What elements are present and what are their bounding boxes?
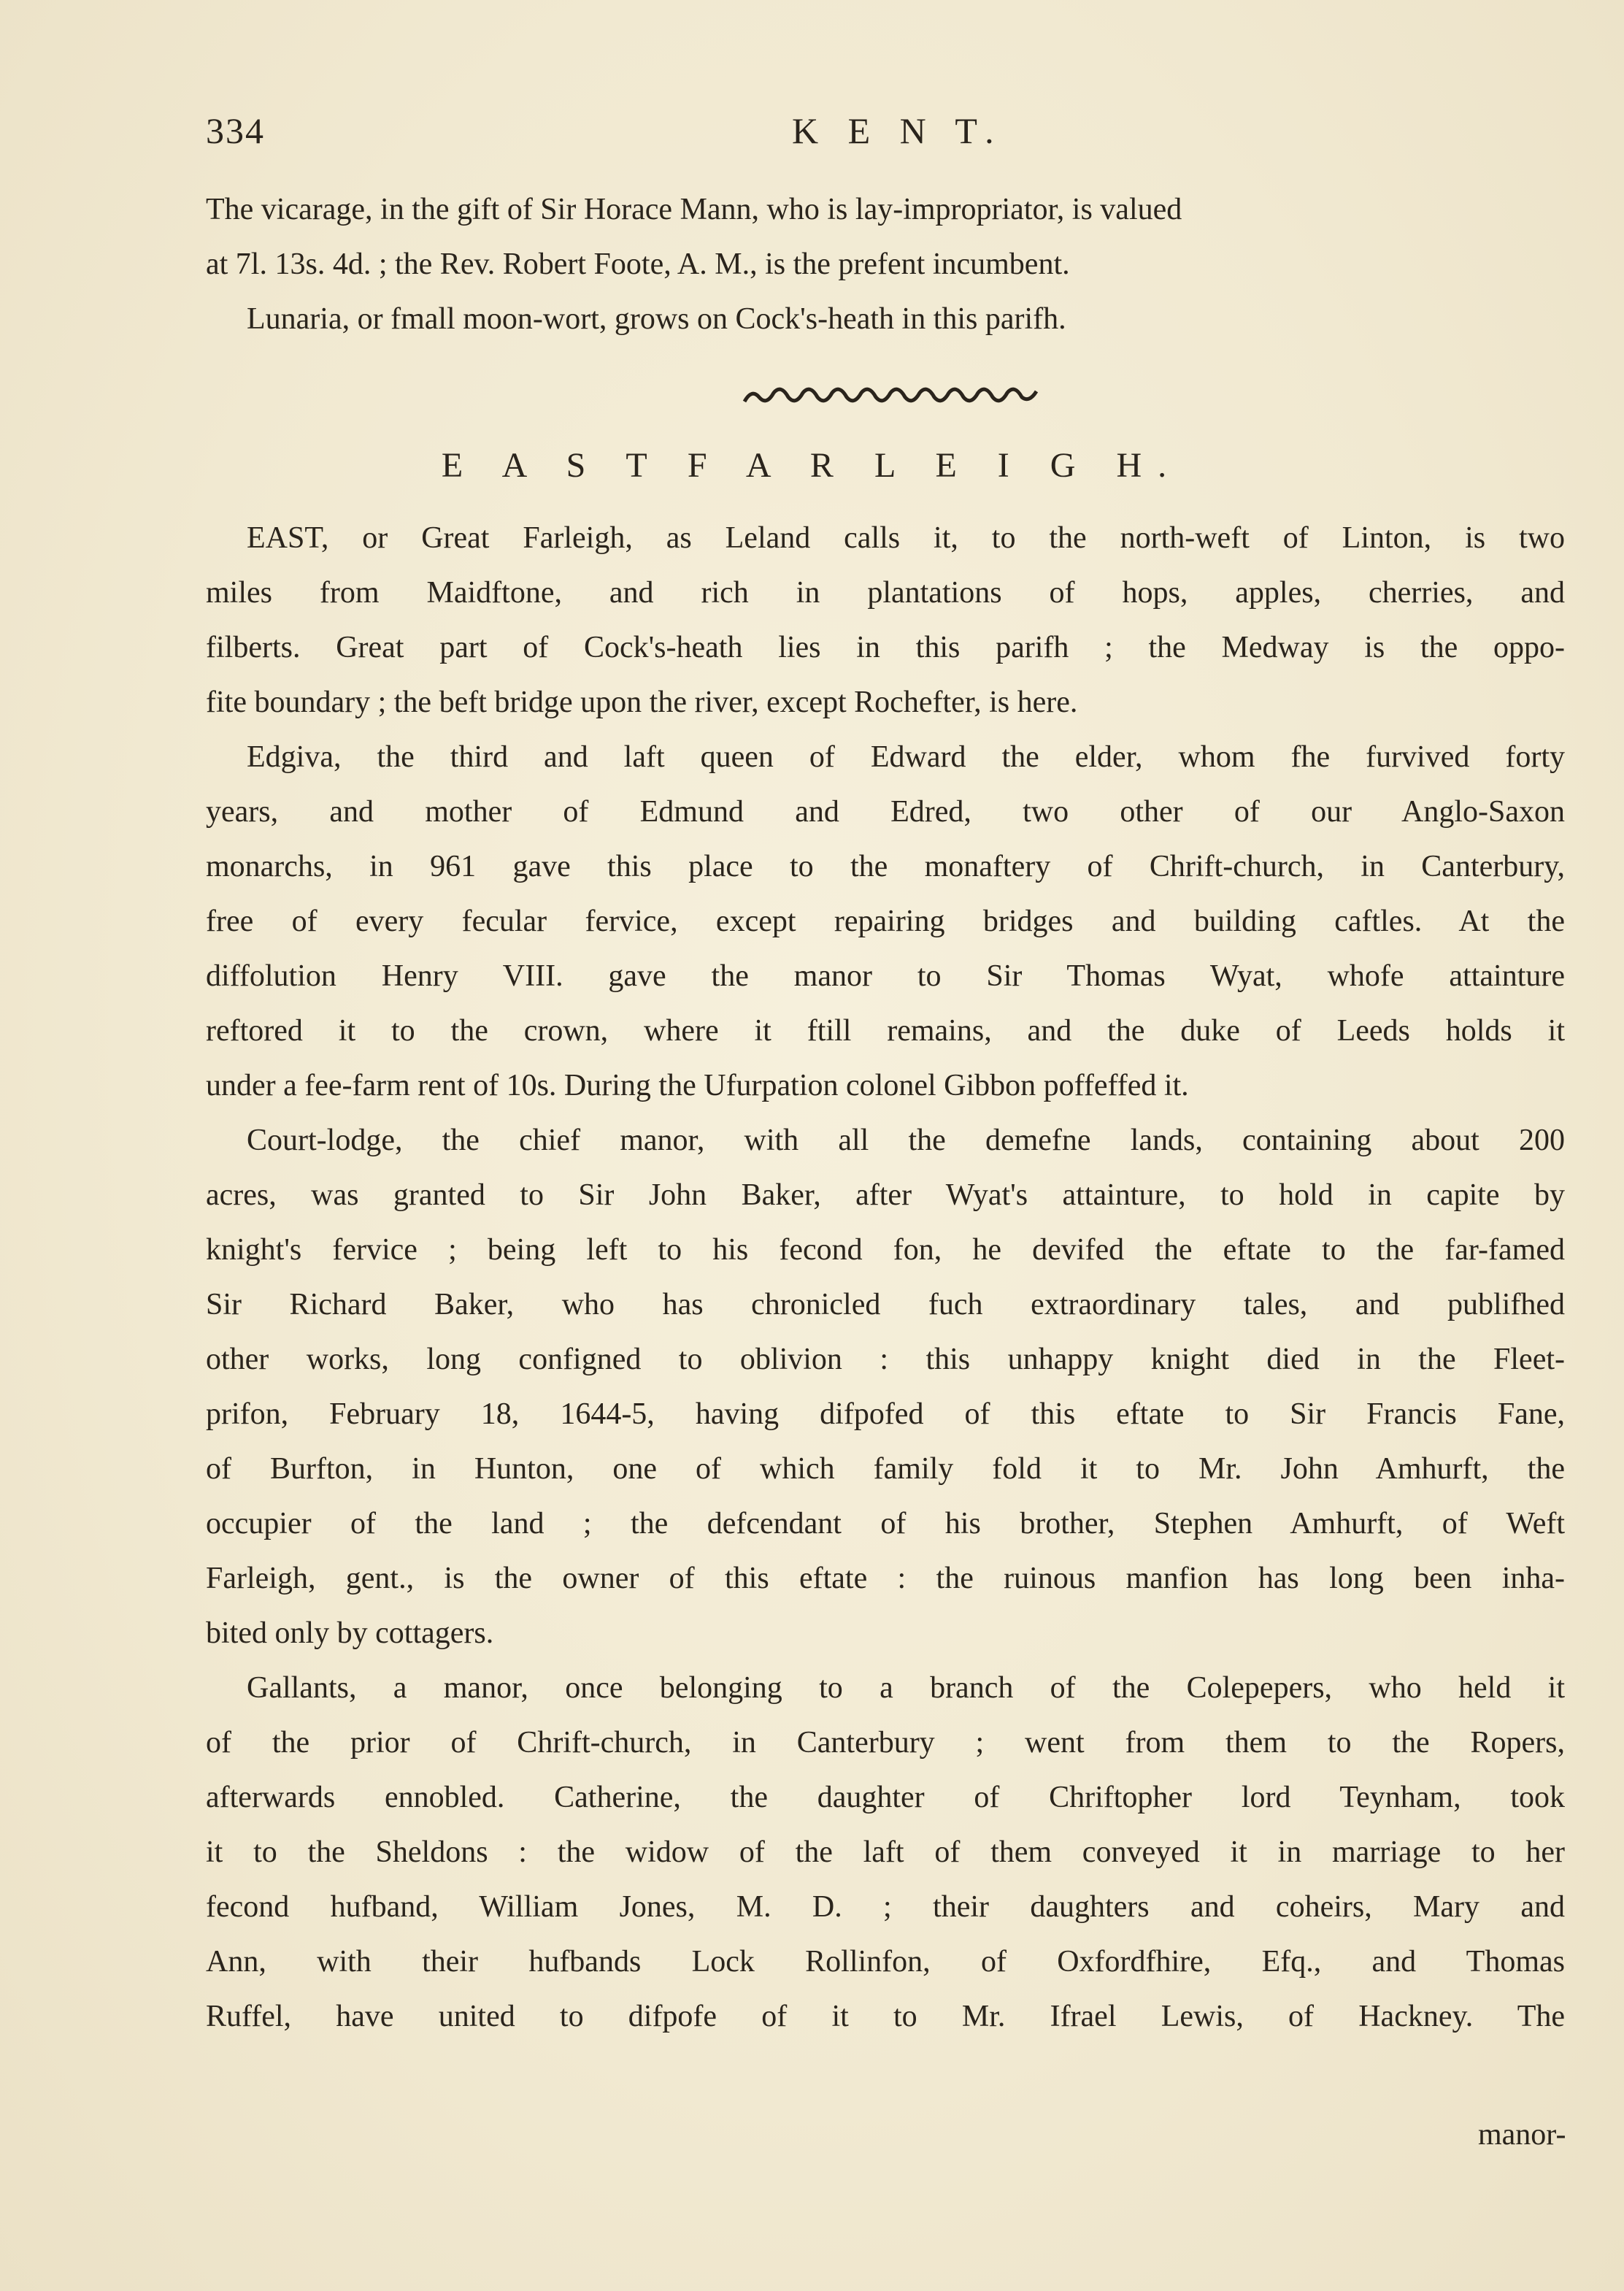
text-line: EAST, or Great Farleigh, as Leland calls it, to the north-weft of Linton, is two — [247, 521, 1565, 555]
text-line: it to the Sheldons : the widow of the laft of them conveyed it in marriage to her — [206, 1835, 1565, 1869]
text-line: fecond hufband, William Jones, M. D. ; their daughters and coheirs, Mary and — [206, 1890, 1565, 1924]
text-line: filberts. Great part of Cock's-heath lies in this parifh ; the Medway is the oppo- — [206, 631, 1565, 664]
text-line: at 7l. 13s. 4d. ; the Rev. Robert Foote, A. M., is the prefent incumbent. — [206, 247, 1070, 281]
text-line: Ann, with their hufbands Lock Rollinfon, of Oxfordfhire, Efq., and Thomas — [206, 1945, 1565, 1979]
text-line: bited only by cottagers. — [206, 1616, 494, 1650]
text-line: Lunaria, or fmall moon-wort, grows on Cock's-heath in this parifh. — [247, 302, 1066, 336]
page-header — [0, 110, 1624, 168]
text-line: of Burfton, in Hunton, one of which family fold it to Mr. John Amhurft, the — [206, 1452, 1565, 1486]
text-line: prifon, February 18, 1644-5, having difpofed of this eftate to Sir Francis Fane, — [206, 1397, 1565, 1431]
text-line: fite boundary ; the beft bridge upon the river, except Rochefter, is here. — [206, 686, 1078, 719]
text-line: miles from Maidftone, and rich in plantations of hops, apples, cherries, and — [206, 576, 1565, 610]
text-line: afterwards ennobled. Catherine, the daughter of Chriftopher lord Teynham, took — [206, 1781, 1565, 1814]
text-line: Sir Richard Baker, who has chronicled fuch extraordinary tales, and publifhed — [206, 1288, 1565, 1321]
text-line: Gallants, a manor, once belonging to a branch of the Colepepers, who held it — [247, 1671, 1565, 1705]
text-line: diffolution Henry VIII. gave the manor to Sir Thomas Wyat, whofe attainture — [206, 959, 1565, 993]
text-line: The vicarage, in the gift of Sir Horace Mann, who is lay-impropriator, is valued — [206, 193, 1182, 226]
text-line: free of every fecular fervice, except repairing bridges and building caftles. At the — [206, 905, 1565, 938]
text-line: Ruffel, have united to difpofe of it to Mr. Ifrael Lewis, of Hackney. The — [206, 2000, 1565, 2033]
text-line: monarchs, in 961 gave this place to the monaftery of Chrift-church, in Canterbury, — [206, 850, 1565, 883]
text-line: Court-lodge, the chief manor, with all the demefne lands, containing about 200 — [247, 1124, 1565, 1157]
intro-paragraphs — [206, 183, 1565, 347]
running-head: K E N T. — [792, 110, 1004, 151]
text-line: years, and mother of Edmund and Edred, two other of our Anglo-Saxon — [206, 795, 1565, 829]
decorative-rule — [741, 381, 1040, 407]
text-line: reftored it to the crown, where it ftill remains, and the duke of Leeds holds it — [206, 1014, 1565, 1048]
text-line: Edgiva, the third and laft queen of Edward the elder, whom fhe furvived forty — [247, 740, 1565, 774]
text-line: of the prior of Chrift-church, in Canterbury ; went from them to the Ropers, — [206, 1726, 1565, 1759]
text-line: acres, was granted to Sir John Baker, after Wyat's attainture, to hold in capite by — [206, 1178, 1565, 1212]
page-number: 334 — [206, 110, 265, 151]
text-line: knight's fervice ; being left to his fecond fon, he devifed the eftate to the far-famed — [206, 1233, 1565, 1267]
section-title: E A S T F A R L E I G H. — [441, 446, 1183, 485]
text-line: occupier of the land ; the defcendant of his brother, Stephen Amhurft, of Weft — [206, 1507, 1565, 1540]
text-line: under a fee-farm rent of 10s. During the Ufurpation colonel Gibbon poffeffed it. — [206, 1069, 1189, 1102]
catchword: manor- — [1478, 2118, 1566, 2152]
text-line: Farleigh, gent., is the owner of this eftate : the ruinous manfion has long been inha- — [206, 1562, 1565, 1595]
body-paragraphs — [206, 511, 1565, 2044]
text-line: other works, long configned to oblivion : this unhappy knight died in the Fleet- — [206, 1343, 1565, 1376]
